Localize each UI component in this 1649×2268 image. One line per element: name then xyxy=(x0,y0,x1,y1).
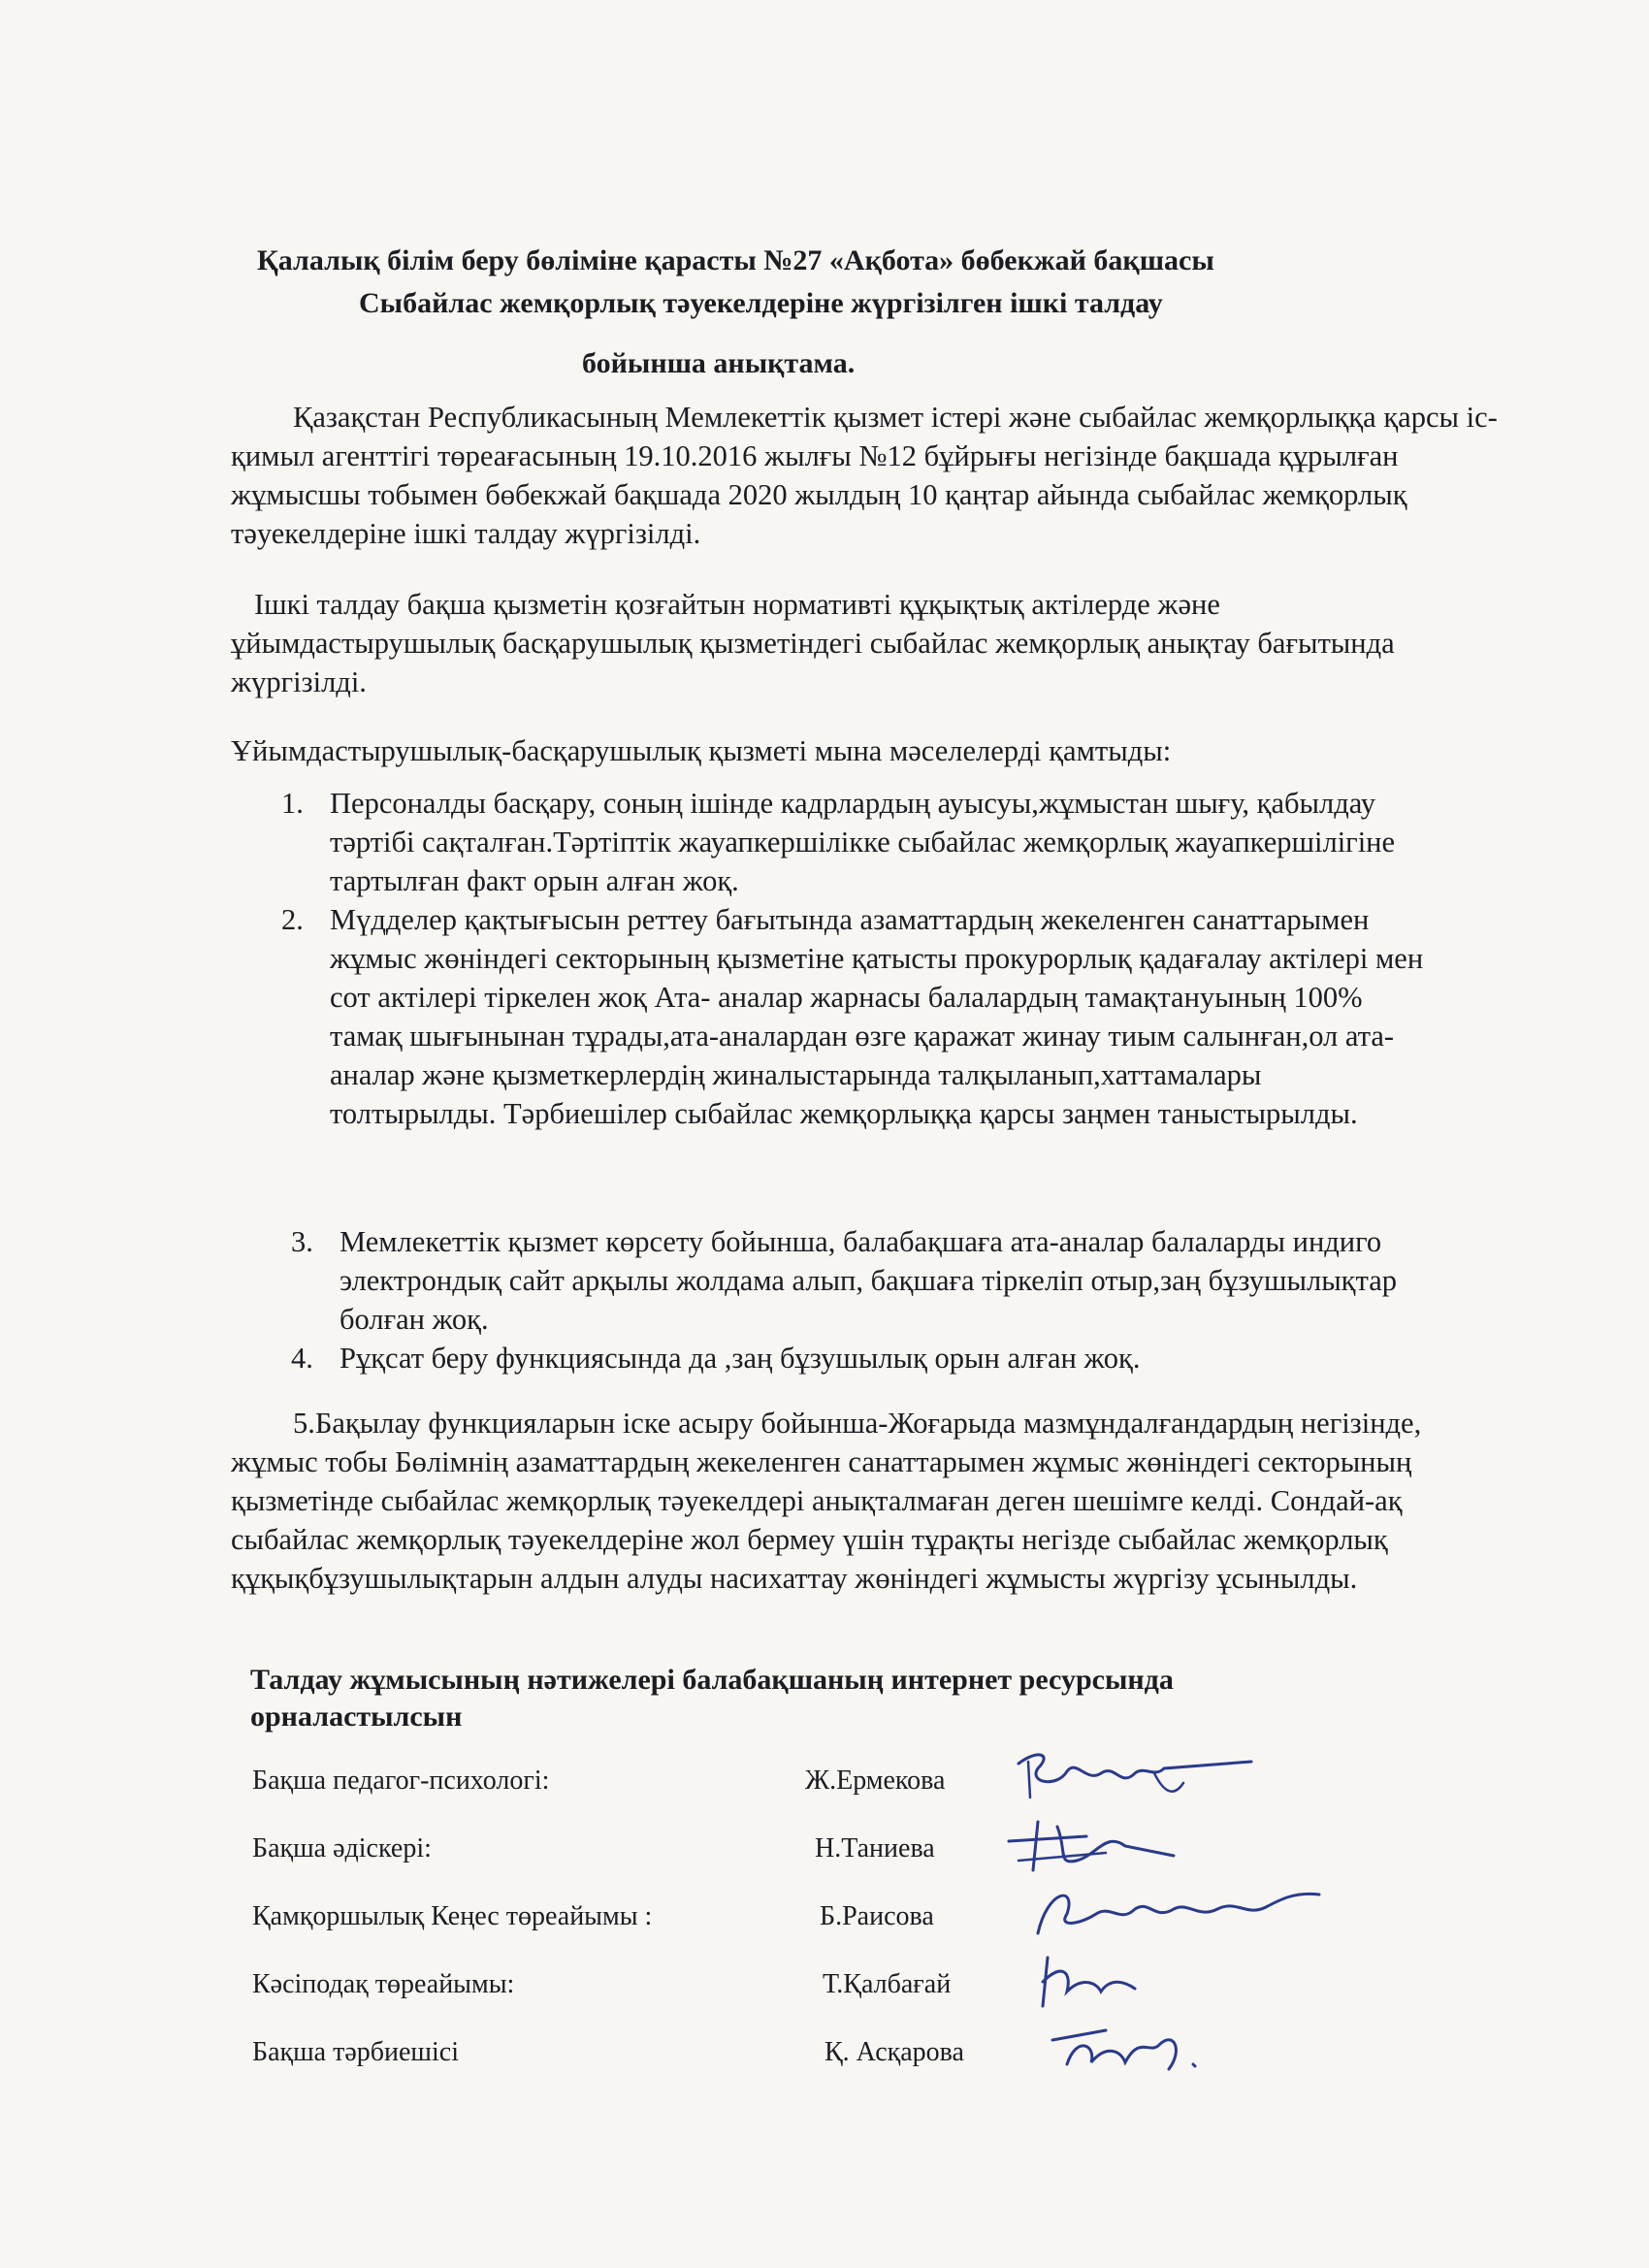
signatory-role: Бақша әдіскері: xyxy=(252,1833,432,1863)
signature-row xyxy=(252,2027,1416,2076)
signatory-role: Бақша педагог-психологі: xyxy=(252,1766,550,1796)
handwritten-signature xyxy=(1038,2016,1232,2084)
list-item-text: Персоналды басқару, соның ішінде кадрлардың ауысуы,жұмыстан шығу, қабылдау тәртібі сақталған.Тәртіптік жауапкершілікке сыбайлас жемқорлық жауапкершілігіне тартылған факт орын алған жоқ. xyxy=(330,787,1396,897)
header-institution: Қалалық білім беру бөліміне қарасты №27 «Ақбота» бөбекжай бақшасы xyxy=(257,244,1214,276)
list-item xyxy=(291,1339,1426,1377)
signatory-name: Н.Таниева xyxy=(815,1833,935,1863)
handwritten-signature xyxy=(1028,1880,1339,1948)
signatory-role: Қамқоршылық Кеңес төреайымы : xyxy=(252,1901,653,1931)
signatory-role: Бақша тәрбиешісі xyxy=(252,2037,459,2067)
signatory-name: Ж.Ермекова xyxy=(805,1766,946,1796)
list-item-number: 2. xyxy=(281,903,304,936)
scope-paragraph: Ішкі талдау бақша қызметін қозғайтын нормативті құқықтық актілерде және ұйымдастырушылық басқарушылық қызметіндегі сыбайлас жемқорлық анықтау бағытында жүргізілді. xyxy=(231,588,1395,698)
signatory-name: Т.Қалбағай xyxy=(823,1969,952,1999)
point5-paragraph: 5.Бақылау функцияларын іске асыру бойынша-Жоғарыда мазмұндалғандардың негізінде, жұмыс тобы Бөлімнің азаматтардың жекеленген санаттарымен жұмыс жөніндегі секторының қызметінде сыбайлас жемқорлық тәуекелдері анықталмаған деген шешімге келді. Сондай-ақ сыбайлас жемқорлық тәуекелдеріне жол бермеу үшін тұрақты негізде сыбайлас жемқорлық құқықбұзушылықтарын алдын алуды насихаттау жөніндегі жұмысты жүргізу ұсынылды. xyxy=(231,1407,1422,1595)
list-item-text: Мүдделер қақтығысын реттеу бағытында азаматтардың жекеленген санаттарымен жұмыс жөніндегі секторының қызметіне қатысты прокурорлық қадағалау актілері мен сот актілері тіркелен жоқ Ата- аналар жарнасы балалардың тамақтануының 100% тамақ шығынынан тұрады,ата-аналардан өзге қаражат жинау тиым салынған,ол ата-аналар және қызметкерлердің жиналыстарында талқыланып,хаттамалары толтырылды. Тәрбиешілер сыбайлас жемқорлыққа қарсы заңмен таныстырылды. xyxy=(330,903,1424,1130)
header-title: Сыбайлас жемқорлық тәуекелдеріне жүргізілген ішкі талдау xyxy=(359,287,1163,319)
handwritten-signature xyxy=(999,1812,1193,1880)
findings-list-part1 xyxy=(281,784,1426,1133)
results-note: Талдау жұмысының нәтижелері балабақшаның интернет ресурсында орналастылсын xyxy=(250,1664,1174,1733)
list-intro: Ұйымдастырушылық-басқарушылық қызметі мына мәселелерді қамтыды: xyxy=(231,734,1172,767)
signature-row xyxy=(252,1960,1416,2008)
signatory-role: Кәсіподақ төреайымы: xyxy=(252,1969,515,1999)
signature-row xyxy=(252,1756,1416,1804)
list-item xyxy=(281,784,1426,900)
handwritten-signature xyxy=(1009,1744,1261,1812)
list-item xyxy=(291,1222,1426,1339)
list-item-text: Мемлекеттік қызмет көрсету бойынша, балабақшаға ата-аналар балаларды индиго электрондық сайт арқылы жолдама алып, бақшаға тіркеліп отыр,заң бұзушылықтар болған жоқ. xyxy=(340,1225,1397,1336)
signatory-name: Қ. Асқарова xyxy=(824,2037,964,2067)
list-item-text: Рұқсат беру функциясында да ,заң бұзушылық орын алған жоқ. xyxy=(340,1342,1141,1375)
header-subtitle: бойынша анықтама. xyxy=(582,347,856,379)
list-item-number: 4. xyxy=(291,1342,313,1375)
findings-list-part2 xyxy=(291,1222,1426,1377)
handwritten-signature xyxy=(1028,1948,1183,2016)
signature-row xyxy=(252,1824,1416,1872)
list-item-number: 3. xyxy=(291,1225,313,1258)
list-item-number: 1. xyxy=(281,787,304,820)
signatory-name: Б.Раисова xyxy=(820,1901,934,1931)
signature-row xyxy=(252,1892,1416,1940)
list-item xyxy=(281,900,1426,1133)
intro-paragraph: Қазақстан Республикасының Мемлекеттік қызмет істері және сыбайлас жемқорлыққа қарсы іс-қимыл агенттігі төреағасының 19.10.2016 жылғы №12 бұйрығы негізінде бақшада құрылған жұмысшы тобымен бөбекжай бақшада 2020 жылдың 10 қаңтар айында сыбайлас жемқорлық тәуекелдеріне ішкі талдау жүргізілді. xyxy=(231,401,1498,550)
